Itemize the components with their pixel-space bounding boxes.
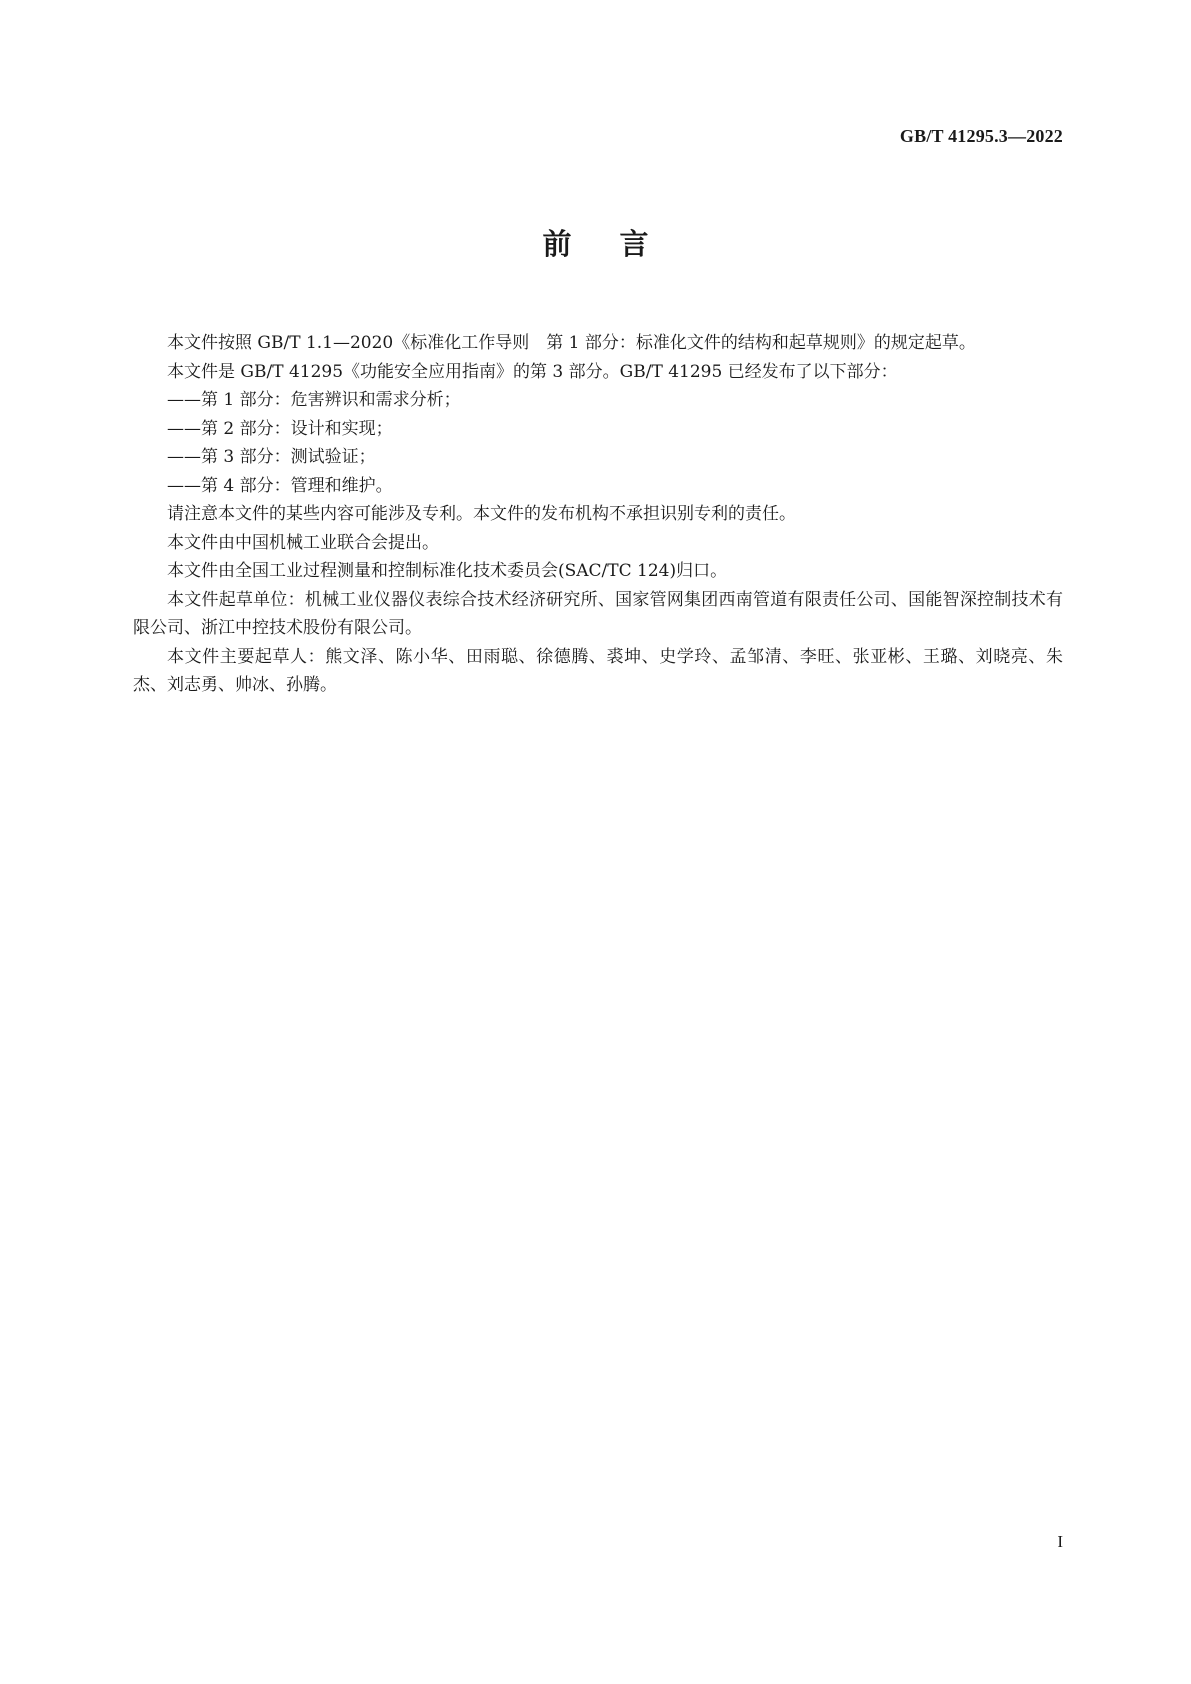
document-body [133, 329, 1063, 700]
paragraph-series-info: 本文件是 GB/T 41295《功能安全应用指南》的第 3 部分。GB/T 41295 已经发布了以下部分： [167, 361, 898, 382]
list-item-part-1: ——第 1 部分：危害辨识和需求分析； [167, 390, 461, 410]
standard-number: GB/T 41295.3—2022 [899, 126, 1063, 146]
paragraph-technical-committee: 本文件由全国工业过程测量和控制标准化技术委员会(SAC/TC 124)归口。 [167, 561, 728, 581]
list-item-part-3: ——第 3 部分：测试验证； [167, 447, 376, 467]
list-item-part-2: ——第 2 部分：设计和实现； [167, 418, 393, 439]
paragraph-drafting-rules: 本文件按照 GB/T 1.1—2020《标准化工作导则 第 1 部分：标准化文件的结构和起草规则》的规定起草。 [167, 333, 976, 353]
page-title: 前言 [542, 227, 697, 261]
paragraph-proposed-by: 本文件由中国机械工业联合会提出。 [167, 532, 439, 553]
page-number: I [1057, 1532, 1063, 1551]
list-item-part-4: ——第 4 部分：管理和维护。 [167, 475, 393, 496]
paragraph-drafting-organizations: 本文件起草单位：机械工业仪器仪表综合技术经济研究所、国家管网集团西南管道有限责任公司、国能智深控制技术有限公司、浙江中控技术股份有限公司。 [133, 589, 1063, 638]
paragraph-patent-notice: 请注意本文件的某些内容可能涉及专利。本文件的发布机构不承担识别专利的责任。 [167, 504, 796, 524]
paragraph-drafters: 本文件主要起草人：熊文泽、陈小华、田雨聪、徐德腾、裘坤、史学玲、孟邹清、李旺、张亚彬、王璐、刘晓亮、朱杰、刘志勇、帅冰、孙腾。 [133, 646, 1063, 695]
